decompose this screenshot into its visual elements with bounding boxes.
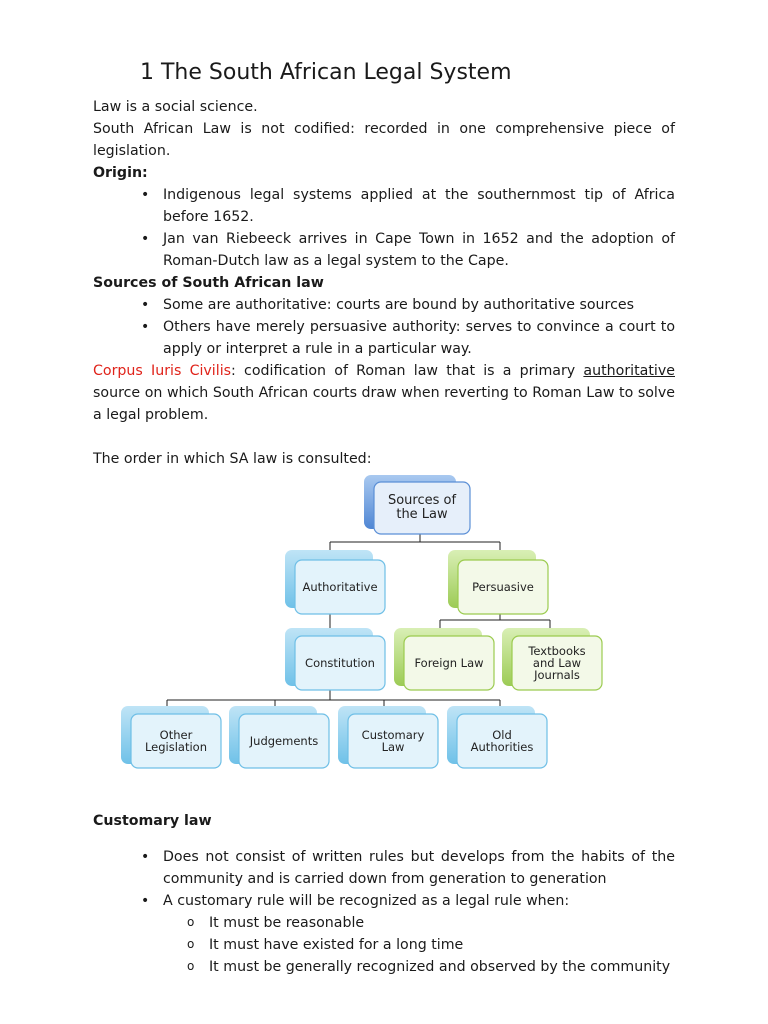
main-content xyxy=(93,96,675,470)
sources-list xyxy=(93,294,675,360)
list-item: • Others have merely persuasive authority: serves to convince a court to apply or interpret a rule in a particular way. xyxy=(93,316,675,360)
sources-heading: Sources of South African law xyxy=(93,275,324,291)
node-judgements: Judgements xyxy=(249,734,319,748)
node-old-authorities: Old Authorities xyxy=(470,728,534,754)
corpus-text-before: : codification of Roman law that is a primary xyxy=(231,363,584,379)
customary-conditions xyxy=(93,912,675,978)
order-intro: The order in which SA law is consulted: xyxy=(93,451,372,467)
origin-list xyxy=(93,184,675,272)
node-authoritative: Authoritative xyxy=(302,580,378,594)
corpus-term: Corpus Iuris Civilis xyxy=(93,363,232,379)
origin-heading: Origin: xyxy=(93,165,148,181)
corpus-underlined: authoritative xyxy=(583,363,675,379)
list-item: • Some are authoritative: courts are bound by authoritative sources xyxy=(93,294,675,316)
list-item: • Indigenous legal systems applied at the southernmost tip of Africa before 1652. xyxy=(93,184,675,228)
list-item: o It must be generally recognized and observed by the community xyxy=(93,956,675,978)
corpus-text-after: source on which South African courts draw when reverting to Roman Law to solve a legal problem. xyxy=(93,385,675,423)
node-foreign-law: Foreign Law xyxy=(414,656,484,670)
node-textbooks-and-law-journals: Textbooks and Law Journals xyxy=(528,644,586,682)
list-item: o It must have existed for a long time xyxy=(93,934,675,956)
node-constitution: Constitution xyxy=(305,656,375,670)
intro-line-1: Law is a social science. xyxy=(93,99,258,115)
page-title: 1 The South African Legal System xyxy=(140,60,512,85)
node-sources-of-the-law: Sources of the Law xyxy=(387,493,457,522)
list-item: • A customary rule will be recognized as a legal rule when: xyxy=(93,890,675,912)
corpus-paragraph xyxy=(93,360,675,426)
list-item: • Jan van Riebeeck arrives in Cape Town in 1652 and the adoption of Roman-Dutch law as a legal system to the Cape. xyxy=(93,228,675,272)
list-item: o It must be reasonable xyxy=(93,912,675,934)
node-persuasive: Persuasive xyxy=(472,580,534,594)
intro-line-2: South African Law is not codified: recorded in one comprehensive piece of legislation. xyxy=(93,121,675,159)
list-item: • Does not consist of written rules but develops from the habits of the community and is carried down from generation to generation xyxy=(93,846,675,890)
customary-list xyxy=(93,846,675,912)
customary-heading: Customary law xyxy=(93,813,212,830)
sources-diagram xyxy=(0,470,768,780)
customary-section xyxy=(93,796,675,978)
node-customary-law: Customary Law xyxy=(361,728,425,754)
node-other-legislation: Other Legislation xyxy=(144,728,208,754)
